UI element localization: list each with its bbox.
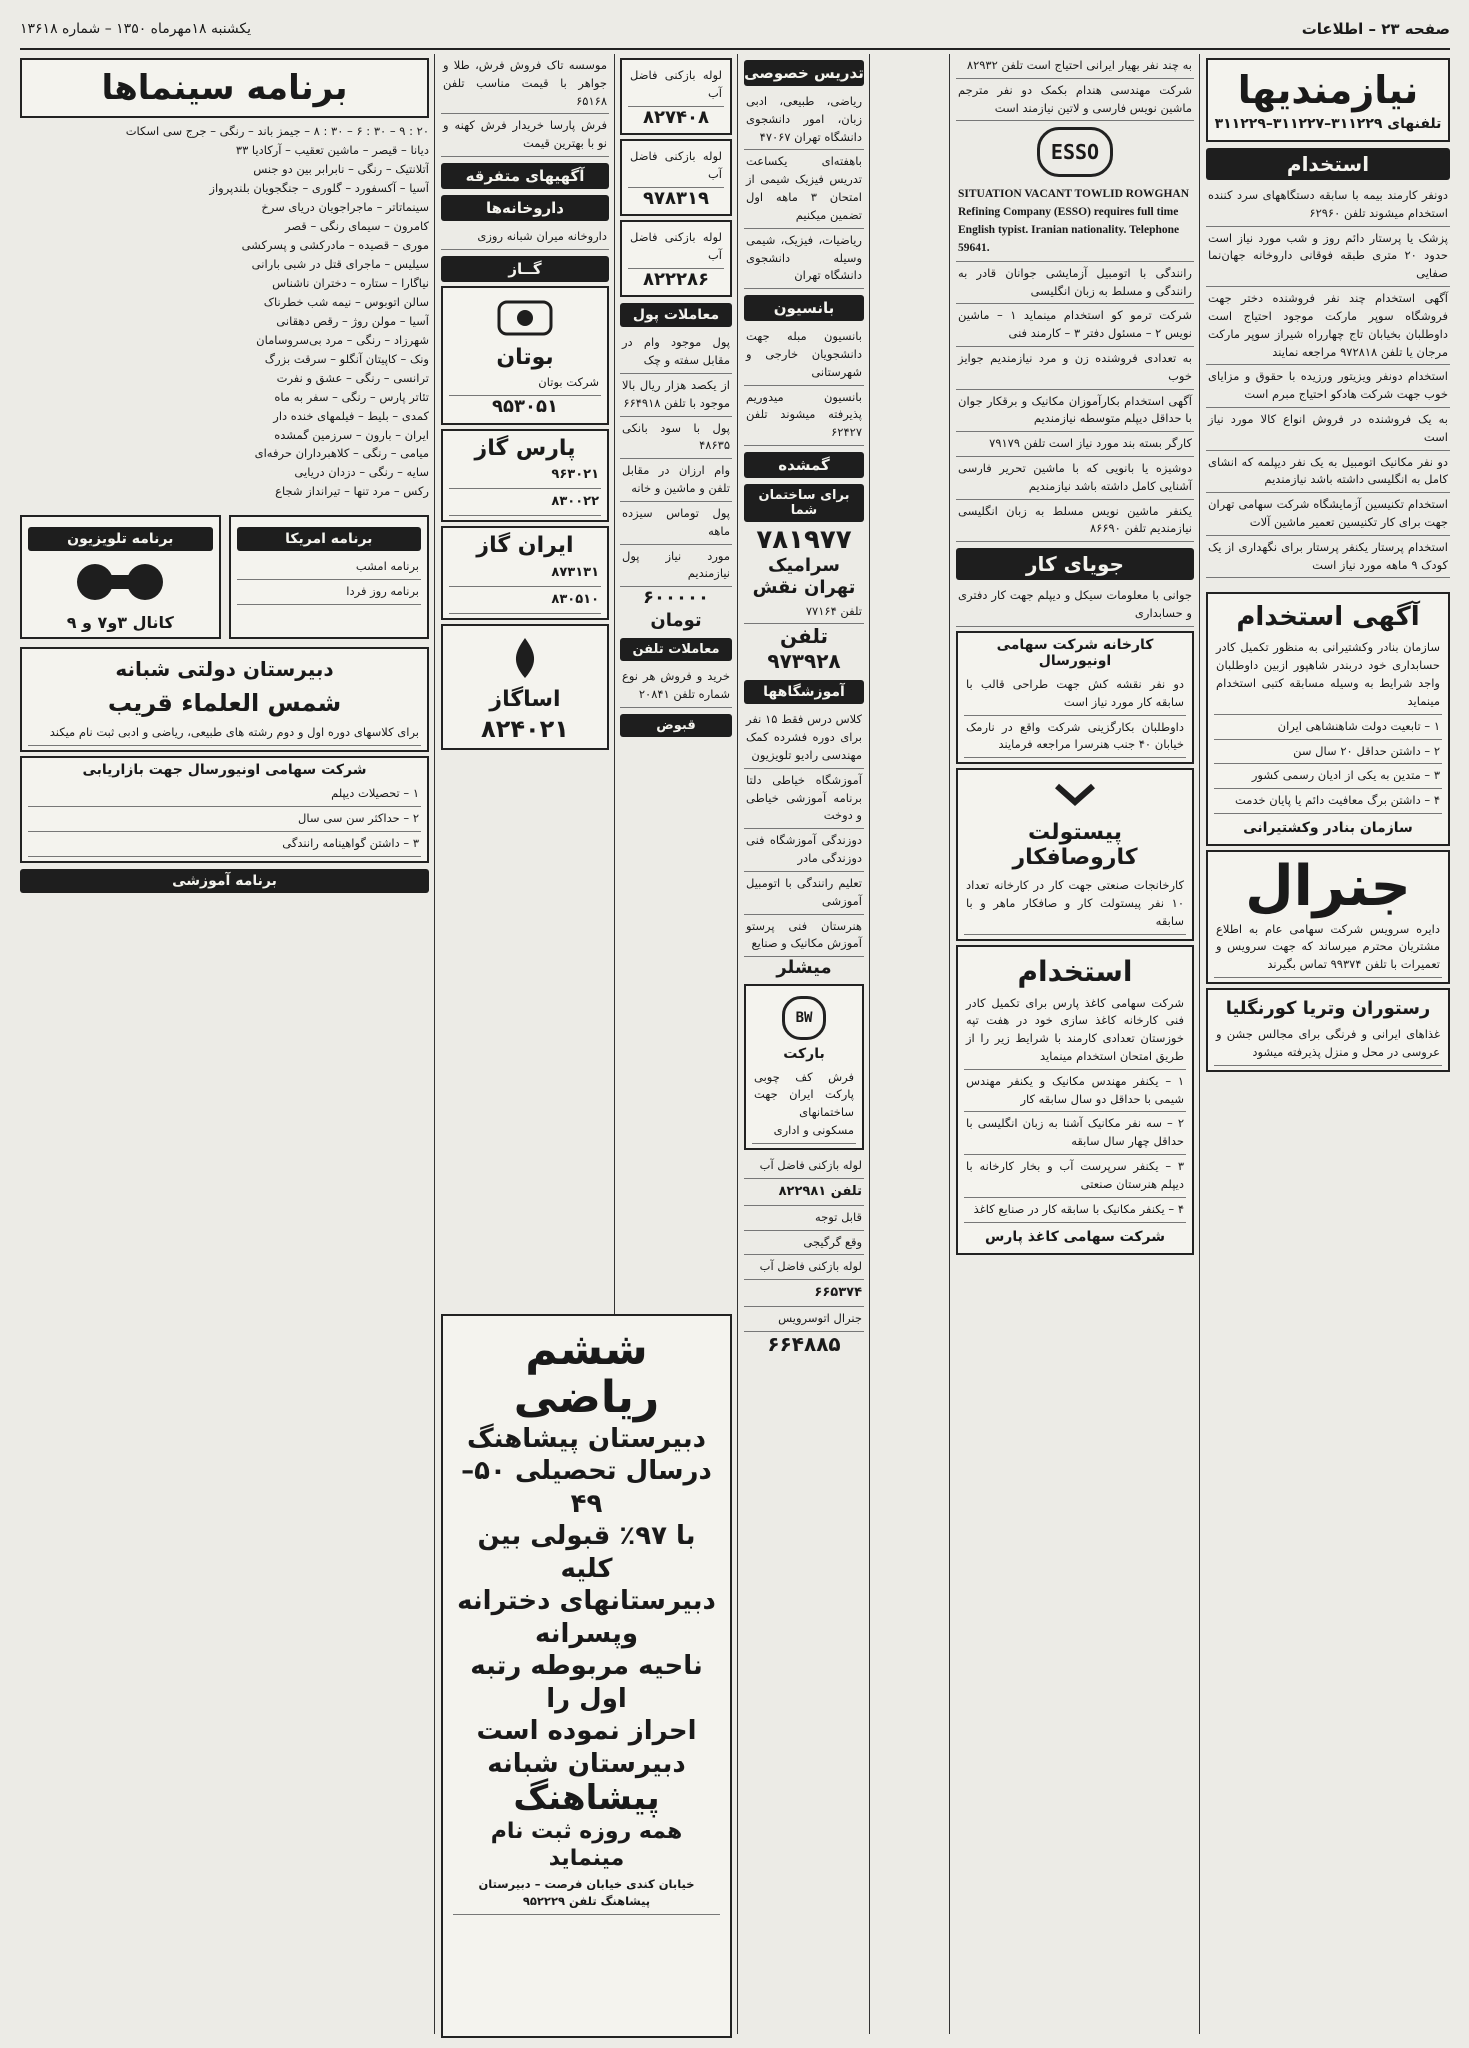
butane-text: شرکت بوتان (449, 371, 601, 396)
universal-item: ۱ – تحصیلات دیپلم (28, 782, 421, 807)
restaurant-title: رستوران وتریا کورنگلیا (1225, 997, 1431, 1019)
ad: دونفر کارمند بیمه با سابقه دستگاههای سرد کننده استخدام میشوند تلفن ۶۲۹۶۰ (1206, 184, 1450, 227)
ad: از یکصد هزار ریال بالا موجود با تلفن ۶۶۴۹۱۸ (620, 374, 732, 417)
ad: هنرستان فنی پرستو آموزش مکانیک و صنایع (744, 915, 864, 958)
butane-phone: ۹۵۳۰۵۱ (492, 396, 558, 418)
america-line: برنامه امشب (237, 555, 422, 580)
issue-date: یکشنبه ۱۸مهرماه ۱۳۵۰ – شماره ۱۳۶۱۸ (20, 21, 252, 37)
cinema-line: سیلیس – ماجرای قتل در شبی بارانی (251, 256, 429, 271)
cinema-header (20, 58, 429, 118)
ad: آگهی استخدام چند نفر فروشنده دختر جهت فروشگاه سوپر مارکت موجود احتیاج است داوطلبان بخیابان تاج چهارراه شیراز سوپر مارکت مرجان یا تلفن ۹۷۲۸۱۸ مراجعه نمایند (1206, 287, 1450, 365)
night-school-title: دبیرستان دولتی شبانه (115, 657, 334, 682)
ad: لوله بازکنی فاضل آب (744, 1255, 864, 1280)
ad: استخدام تکنیسین آزمایشگاه شرکت سهامی تهران جهت برای کار تکنیسین تعمیر ماشین آلات (1206, 493, 1450, 536)
ad: تعلیم رانندگی با اتومبیل آموزشی (744, 872, 864, 915)
ad: پول موجود وام در مقابل سفته و چک (620, 331, 732, 374)
ad: کلاس درس فقط ۱۵ نفر برای دوره فشرده کمک مهندسی رادیو تلویزیون (744, 708, 864, 768)
ad: قابل توجه (744, 1206, 864, 1231)
page-label: صفحه ۲۳ – اطلاعات (1301, 20, 1450, 38)
school-ad-address: خیابان کندی خیابان فرصت – دبیرستان پیشاهنگ تلفن ۹۵۲۲۲۹ (453, 1873, 720, 1916)
universal-marketing-title: شرکت سهامی اونیورسال جهت بازاریابی (82, 762, 367, 779)
parquet-ad (744, 984, 864, 1150)
section-bills: قبوض (620, 714, 732, 737)
column-cinemas (20, 54, 429, 2038)
ad: شرکت مهندسی هندام بکمک دو نفر مترجم ماشین نویس فارسی و لاتین نیازمند است (956, 79, 1194, 122)
cinema-line: کامرون – سیمای رنگی – قصر (284, 218, 429, 233)
school-ad (441, 1310, 732, 2038)
column-classifieds-5 (441, 54, 609, 1334)
section-gas: گــاز (441, 256, 609, 282)
ceramic-phone: تلفن ۷۷۱۶۴ (744, 600, 864, 625)
section-hire: استخدام (1206, 148, 1450, 180)
restaurant-ad (1206, 988, 1450, 1072)
esso-logo: ESSO (1037, 127, 1113, 177)
cinema-title: برنامه سینماها (101, 68, 348, 108)
pipe-title: لوله بازکنی فاضل آب (628, 64, 724, 107)
ad: بانسیون مبله جهت دانشجویان خارجی و شهرستانی (744, 325, 864, 385)
bottom-phone: ۶۶۴۸۸۵ (767, 1332, 841, 1357)
pars-phone: ۹۶۳۰۲۱ (449, 462, 601, 489)
ad: به چند نفر بهیار ایرانی احتیاج است تلفن ۸۲۹۳۲ (956, 54, 1194, 79)
wanted-phones: تلفنهای ۳۱۱۲۲۹–۳۱۱۲۲۷–۳۱۱۲۲۹ (1214, 116, 1442, 132)
ad: جنرال اتوسرویس (744, 1307, 864, 1332)
cinema-line: نیاگارا – ستاره – دختران ناشناس (272, 275, 429, 290)
column-rule (1199, 54, 1200, 2034)
notice-item: ۱ – تابعیت دولت شاهنشاهی ایران (1214, 715, 1442, 740)
school-ad-title: ششم ریاضی (513, 1324, 660, 1424)
ad: به تعدادی فروشنده زن و مرد نیازمندیم جوایز خوب (956, 347, 1194, 390)
notice-item: ۳ – متدین به یکی از ادیان رسمی کشور (1214, 764, 1442, 789)
cinema-line: ۲۰ : ۹ – ۳۰ : ۶ – ۳۰ : ۸ – جیمز باند – رنگی – جرج سی اسکات (125, 124, 429, 138)
ad: لوله بازکنی فاضل آب (744, 1154, 864, 1179)
column-narrow (874, 54, 944, 1438)
bw-logo-icon: BW (782, 996, 826, 1040)
check-emblem-icon (964, 780, 1186, 810)
ad: موسسه تاک فروش فرش، طلا و جواهر با قیمت مناسب تلفن ۶۵۱۶۸ (441, 54, 609, 114)
universal-item: ۲ – حداکثر سن سی سال (28, 807, 421, 832)
notice-signature: سازمان بنادر وکشتیرانی (1243, 819, 1413, 836)
mischler-logo: میشلر (776, 957, 832, 979)
america-title: برنامه امریکا (237, 527, 422, 551)
ad: رانندگی با اتومبیل آزمایشی جوانان قادر به رانندگی و مسلط به زبان انگلیسی (956, 262, 1194, 305)
ad: به یک فروشنده در فروش انواع کالا مورد نیاز است (1206, 408, 1450, 451)
money-amount: ۶۰۰۰۰۰ تومان (643, 587, 709, 631)
pipe-ad (620, 139, 732, 216)
parquet-title: بارکت (783, 1045, 825, 1062)
ad: استخدام پرستار یکنفر پرستار برای نگهداری از یک کودک ۹ ماهه مورد نیاز است (1206, 536, 1450, 579)
ad: باهفته‌ای یکساعت تدریس فیزیک شیمی از امتحان ۳ ماهه اول تضمین میکنیم (744, 150, 864, 228)
cinema-line: ونک – کاپیتان آنگلو – سرقت بزرگ (264, 351, 429, 366)
pipe-phone: ۹۷۸۳۱۹ (643, 187, 709, 209)
cinema-line: کمدی – بلیط – فیلمهای خنده دار (273, 408, 429, 423)
butane-logo-icon (449, 298, 601, 338)
section-lost: گمشده (744, 452, 864, 478)
esso-english-ad: SITUATION VACANT TOWLID ROWGHAN Refining Company (ESSO) requires full time English typist. Iranian nationality. Telephone 59641. (956, 183, 1194, 261)
section-schools: آموزشگاهها (744, 680, 864, 704)
ad: دو نفر مکانیک اتومبیل به یک نفر دیپلمه که انشای کامل به انگلیسی داشته باشد نیازمندیم (1206, 451, 1450, 494)
tv-title: برنامه تلویزیون (28, 527, 213, 551)
school-ad-footer: همه روزه ثبت نام مینماید (490, 1818, 683, 1872)
america-program (229, 515, 430, 639)
cinema-line: شهرزاد – رنگی – مرد بی‌سرو‌سامان (256, 332, 429, 347)
pars-gas-ad (441, 429, 609, 523)
paper-co-hire-ad (956, 945, 1194, 1255)
ad: آموزشگاه خیاطی دلتا برنامه آموزشی خیاطی و دوخت (744, 769, 864, 829)
pars-phone: ۸۳۰۰۲۲ (449, 489, 601, 516)
pipe-ad (620, 220, 732, 297)
parquet-text: فرش کف چوبی پارکت ایران جهت ساختمانهای مسکونی و اداری (752, 1066, 856, 1144)
column-classifieds-1 (1206, 54, 1450, 2038)
pistolet-body: کارخانجات صنعتی جهت کار در کارخانه تعداد ۱۰ نفر پیستولت کار و صافکار ماهر و با سابقه (964, 874, 1186, 934)
universal-title: کارخانه شرکت سهامی اونیورسال (996, 636, 1154, 669)
ad: پول توماس سیزده ماهه (620, 502, 732, 545)
section-pension: بانسیون (744, 295, 864, 321)
school-ad-year: درسال تحصیلی ۵۰–۴۹ (461, 1456, 712, 1519)
tv-channel: کانال ۳و۷ و ۹ (66, 613, 174, 633)
universal-marketing-ad (20, 756, 429, 862)
tile-phone: تلفن ۹۷۳۹۲۸ (767, 624, 841, 674)
esa-gas-ad (441, 624, 609, 750)
cinema-line: آتلانتیک – رنگی – نابرابر بین دو جنس (253, 161, 429, 176)
school-ad-sub: دبیرستان پیشاهنگ (467, 1423, 706, 1454)
hire-item: ۳ – یکنفر سرپرست آب و بخار کارخانه با دیپلم هنرستان صنعتی (964, 1155, 1186, 1198)
hire-item: ۱ – یکنفر مهندس مکانیک و یکنفر مهندس شیمی با حداقل دو سال سابقه کار (964, 1070, 1186, 1113)
school-ad-line: دبیرستانهای دخترانه (457, 1586, 716, 1617)
ad: ریاضیات، فیزیک، شیمی وسیله دانشجوی دانشگاه تهران (744, 229, 864, 289)
column-rule (737, 54, 738, 2034)
ad: داروخانه میران شبانه روزی (441, 225, 609, 250)
general-ad (1206, 850, 1450, 984)
universal-footer: داوطلبان بکارگزینی شرکت واقع در نارمک خیابان ۴۰ جنب هنرسرا مراجعه فرمایند (964, 716, 1186, 759)
hire-title: استخدام (1017, 954, 1133, 988)
esa-phone: ۸۲۴۰۲۱ (481, 714, 569, 743)
notice-body: سازمان بنادر وکشتیرانی به منظور تکمیل کادر حسابداری خود دربندر شاهپور ازبین داوطلبان واجد شرایط به وسیله مسابقه کتبی استخدام مینماید (1214, 636, 1442, 714)
ad: وقع گرگیجی (744, 1231, 864, 1256)
flame-icon (449, 636, 601, 680)
section-building: برای ساختمان شما (744, 484, 864, 522)
ad: شرکت ترمو کو استخدام مینماید ۱ – ماشین نویس ۲ – مسئول دفتر ۳ – کارمند فنی (956, 304, 1194, 347)
ad: دوشیزه یا بانویی که با ماشین تحریر فارسی آشنایی کامل داشته باشد نیازمندیم (956, 457, 1194, 500)
night-school-ad (20, 647, 429, 752)
ad: بانسیون میدوریم پذیرفته میشوند تلفن ۶۲۴۲۷ (744, 386, 864, 446)
section-job-seek: جویای کار (956, 548, 1194, 580)
section-money: معاملات پول (620, 303, 732, 327)
america-line: برنامه روز فردا (237, 580, 422, 605)
section-education: برنامه آموزشی (20, 869, 429, 893)
school-ad-line: احراز نموده است (476, 1716, 697, 1747)
cinema-line: آسیا – آکسفورد – گلوری – جنگجویان بلندپرواز (209, 180, 429, 195)
pistolet-ad (956, 768, 1194, 940)
tv-lions-emblem-icon (28, 557, 213, 607)
universal-body: دو نفر نقشه کش جهت طراحی قالب با سابقه کار مورد نیاز است (964, 673, 1186, 716)
ad: دوزندگی آموزشگاه فنی دوزندگی مادر (744, 829, 864, 872)
school-ad-name: پیشاهنگ (513, 1778, 660, 1819)
cinema-line: سالن اتوبوس – نیمه شب خطرناک (263, 294, 429, 309)
cinema-line: تئاتر پارس – رنگی – سفر به ماه (274, 389, 429, 404)
iran-gas-title: ایران گاز (476, 533, 574, 559)
column-classifieds-2 (956, 54, 1194, 2038)
building-phone: ۷۸۱۹۷۷ (756, 525, 852, 555)
cinema-line: میامی – رنگی – کلاهبرداران حرفه‌ای (254, 446, 429, 461)
pistolet-title: پیستولت کاروصافکار (1012, 820, 1138, 871)
notice-item: ۴ – داشتن برگ معافیت دائم یا پایان خدمت (1214, 789, 1442, 814)
pipe-title: لوله بازکنی فاضل آب (628, 145, 724, 188)
column-classifieds-3 (744, 54, 864, 2038)
tv-program (20, 515, 221, 639)
wanted-title: نیازمندیها (1237, 68, 1419, 112)
column-rule (434, 54, 435, 2034)
port-authority-notice (1206, 592, 1450, 846)
newspaper-page (20, 10, 1450, 2038)
ad: یکنفر ماشین نویس مسلط به زبان انگلیسی نیازمندیم تلفن ۸۶۶۹۰ (956, 500, 1194, 543)
general-logo: جنرال (1245, 853, 1411, 919)
pipe-title: لوله بازکنی فاضل آب (628, 226, 724, 269)
ad: کارگر بسته بند مورد نیاز است تلفن ۷۹۱۷۹ (956, 432, 1194, 457)
column-rule (869, 54, 870, 2034)
column-rule (949, 54, 950, 2034)
ad: خرید و فروش هر نوع شماره تلفن ۲۰۸۴۱ (620, 665, 732, 708)
cinema-line: سایه – رنگی – دزدان دریایی (294, 465, 429, 480)
iran-gas-ad (441, 526, 609, 620)
hire-body: شرکت سهامی کاغذ پارس برای تکمیل کادر فنی کارخانه کاغذ سازی خود در هفت تپه خوزستان تعدادی کارمند با شرایط زیر را از طریق امتحان استخدام مینماید (964, 992, 1186, 1070)
ad: پول با سود بانکی ۴۸۶۳۵ (620, 417, 732, 460)
restaurant-text: غذاهای ایرانی و فرنگی برای مجالس جشن و عروسی در محل و منزل پذیرفته میشود (1214, 1023, 1442, 1066)
iran-gas-phone: ۸۷۳۱۳۱ (449, 560, 601, 587)
cinema-line: ایران – بارون – سرزمین گمشده (274, 427, 429, 442)
school-ad-box (441, 1314, 732, 2038)
ad-phone: تلفن ۸۲۲۹۸۱ (744, 1179, 864, 1206)
notice-item: ۲ – داشتن حداقل ۲۰ سال سن (1214, 740, 1442, 765)
cinema-line: دیانا – قیصر – ماشین تعقیب – آرکادیا ۳۳ (235, 142, 429, 157)
night-school-name: شمس العلماء قریب (107, 689, 342, 718)
ad: فرش پارسا خریدار فرش کهنه و نو با بهترین قیمت (441, 114, 609, 157)
general-text: دایره سرویس شرکت سهامی عام به اطلاع مشتریان محترم میرساند که جهت سرویس و تعمیرات با تلفن ۹۹۳۷۴ تماس بگیرند (1214, 918, 1442, 978)
ad: ریاضی، طبیعی، ادبی زبان، امور دانشجوی دانشگاه تهران ۴۷۰۶۷ (744, 90, 864, 150)
school-ad-pct: با ۹۷٪ قبولی بین کلیه (477, 1521, 696, 1584)
cinema-line: موری – قصیده – مادرکشی و پسرکشی (241, 237, 429, 252)
pipe-ad (620, 58, 732, 135)
section-tutoring: تدریس خصوصی (744, 60, 864, 86)
butane-title: بوتان (496, 344, 554, 370)
broadcast-row (20, 511, 429, 643)
night-school-text: برای کلاسهای دوره اول و دوم رشته های طبیعی، ریاضی و ادبی ثبت نام میکند (28, 721, 421, 746)
masthead (20, 10, 1450, 50)
ad: پزشک یا پرستار دائم روز و شب مورد نیاز است حدود ۲۰ متری طبقه فوقانی داروخانه جهان‌نما صفایی (1206, 227, 1450, 287)
school-ad-line: دبیرستان شبانه (487, 1748, 686, 1779)
hire-item: ۲ – سه نفر مکانیک آشنا به زبان انگلیسی با حداقل چهار سال سابقه (964, 1112, 1186, 1155)
iran-gas-phone: ۸۳۰۵۱۰ (449, 587, 601, 614)
notice-title: آگهی استخدام (1236, 602, 1420, 633)
ad: استخدام دونفر ویزیتور ورزیده با حقوق و مزایای خوب جهت شرکت هادکو احتیاج مبرم است (1206, 365, 1450, 408)
section-misc: آگهیهای متفرقه (441, 163, 609, 189)
ad: جوانی با معلومات سیکل و دیپلم جهت کار دفتری و حسابداری (956, 584, 1194, 627)
universal-item: ۳ – داشتن گواهینامه رانندگی (28, 832, 421, 857)
esa-title: اساگاز (489, 687, 561, 713)
pipe-phone: ۸۲۲۲۸۶ (643, 268, 709, 290)
wanted-header (1206, 58, 1450, 142)
hire-item: ۴ – یکنفر مکانیک با سابقه کار در صنایع کاغذ (964, 1198, 1186, 1223)
ceramic-title: سرامیک تهران نقش (752, 554, 856, 599)
pipe-phone: ۸۲۷۴۰۸ (643, 106, 709, 128)
pars-title: پارس گاز (474, 435, 576, 461)
ad: وام ارزان در مقابل تلفن و ماشین و خانه (620, 459, 732, 502)
ad: آگهی استخدام بکارآموزان مکانیک و برقکار جوان با حداقل دیپلم متوسطه نیازمندیم (956, 390, 1194, 433)
butane-ad (441, 286, 609, 425)
cinema-line: سینماتاتر – ماجراجویان دریای سرخ (261, 199, 429, 214)
universal-factory-ad (956, 631, 1194, 764)
hire-footer: شرکت سهامی کاغذ پارس (984, 1228, 1166, 1245)
cinema-line: آسیا – مولن روژ – رقص دهقانی (276, 313, 429, 328)
section-pharmacy: داروخانه‌ها (441, 195, 609, 221)
cinema-line: رکس – مرد تنها – تیرانداز شجاع (275, 484, 429, 499)
section-phones: معاملات تلفن (620, 638, 732, 661)
school-ad-line: ناحیه مربوطه رتبه اول را (470, 1651, 703, 1714)
ad-phone: ۶۶۵۳۷۴ (744, 1280, 864, 1307)
ad: مورد نیاز پول نیازمندیم (620, 545, 732, 588)
school-ad-line: وپسرانه (535, 1618, 638, 1649)
cinema-line: ترانسی – رنگی – عشق و نفرت (276, 370, 429, 385)
